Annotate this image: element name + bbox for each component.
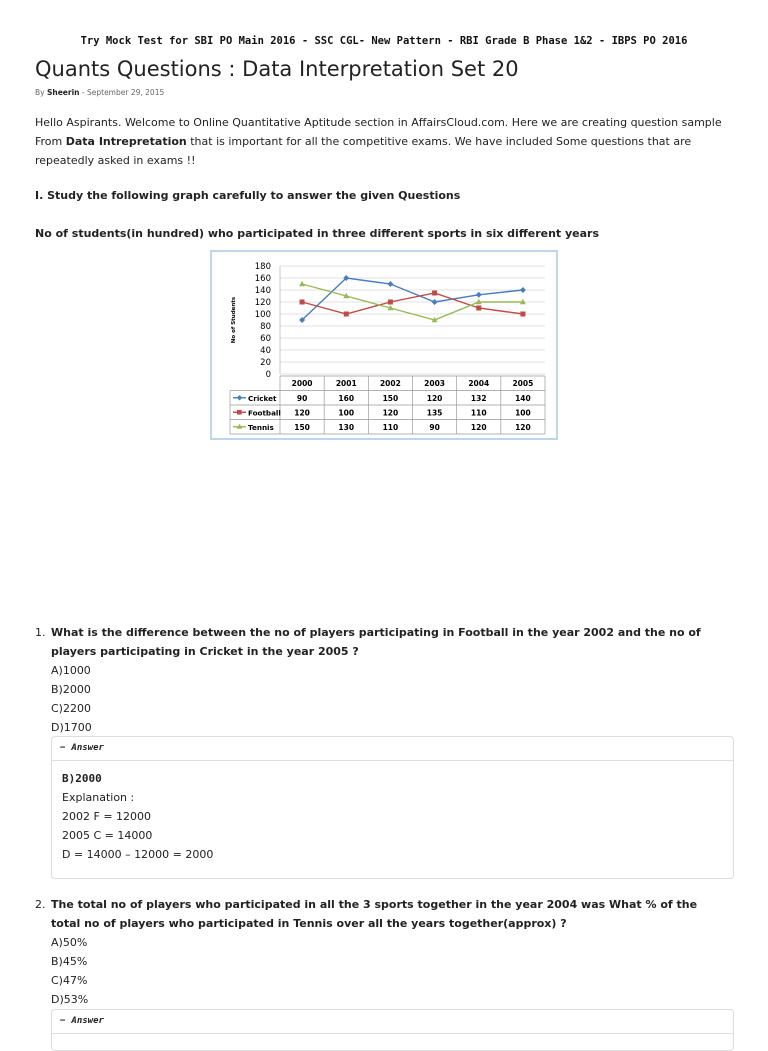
data-label: 135 <box>426 408 443 418</box>
legend-marker <box>237 410 242 415</box>
y-tick-label: 80 <box>260 322 271 332</box>
option-a: A)1000 <box>51 664 91 677</box>
explanation-line: Explanation : <box>62 791 135 804</box>
data-label: 110 <box>382 422 399 432</box>
question-number: 2. <box>35 898 46 911</box>
data-label: 120 <box>294 408 310 418</box>
data-point-football <box>300 300 305 305</box>
data-point-football <box>432 291 437 296</box>
question-1-text <box>35 623 725 661</box>
data-label: 100 <box>338 408 355 418</box>
option-b: B)45% <box>51 955 88 968</box>
y-tick-label: 20 <box>260 358 271 368</box>
answer-toggle-1[interactable] <box>52 737 733 761</box>
question-statement: The total no of players who participated in all the 3 sports together in the year 2004 was What % of the total no of players who participated in Tennis over all the years together(approx) ? <box>51 898 698 930</box>
x-tick-label: 2002 <box>379 379 401 388</box>
y-tick-label: 140 <box>254 286 271 296</box>
collapse-icon: − <box>60 1016 66 1026</box>
x-tick-label: 2003 <box>424 379 446 388</box>
y-tick-label: 180 <box>254 262 271 272</box>
answer-panel-2 <box>51 1009 734 1051</box>
y-axis-label: No of Students <box>231 296 237 344</box>
x-tick-label: 2001 <box>335 379 357 388</box>
data-label: 132 <box>470 393 487 403</box>
byline-prefix: By <box>35 88 45 97</box>
answer-body-1 <box>52 761 733 872</box>
data-label: 120 <box>515 422 531 432</box>
option-c: C)47% <box>51 974 88 987</box>
y-tick-label: 60 <box>260 334 271 344</box>
correct-answer: B)2000 <box>62 772 102 785</box>
intro-text-2: that is important for all the competitive exams. We have included Some questions that are repeatedly asked in exams !! <box>35 135 692 167</box>
data-label: 160 <box>338 393 355 403</box>
page-title: Quants Questions : Data Interpretation Set 20 <box>35 57 519 81</box>
legend-label-tennis: Tennis <box>248 422 274 432</box>
post-date: - September 29, 2015 <box>81 88 165 97</box>
data-label: 110 <box>470 408 487 418</box>
option-d: D)1700 <box>51 721 92 734</box>
line-chart <box>210 250 558 440</box>
x-tick-label: 2005 <box>512 379 534 388</box>
data-label: 140 <box>515 393 531 403</box>
data-point-football <box>388 300 393 305</box>
legend-label-cricket: Cricket <box>248 393 277 403</box>
section-heading: I. Study the following graph carefully to answer the given Questions <box>35 189 461 202</box>
intro-text-1: Hello Aspirants. Welcome to Online Quantitative Aptitude section in AffairsCloud.com. Here we are creating question sample From <box>35 116 722 148</box>
data-label: 120 <box>426 393 443 403</box>
data-label: 90 <box>296 393 308 403</box>
question-statement: What is the difference between the no of players participating in Football in the year 2002 and the no of players participating in Cricket in the year 2005 ? <box>51 626 701 658</box>
answer-toggle-label: Answer <box>71 743 104 753</box>
y-tick-label: 0 <box>265 370 271 380</box>
byline <box>35 88 164 97</box>
data-label: 120 <box>382 408 399 418</box>
y-tick-label: 100 <box>254 310 271 320</box>
question-1 <box>35 623 725 737</box>
data-point-football <box>344 312 349 317</box>
y-tick-label: 160 <box>254 274 271 284</box>
answer-toggle-2[interactable] <box>52 1010 733 1034</box>
chart-caption: No of students(in hundred) who participated in three different sports in six different years <box>35 227 600 240</box>
question-2-text <box>35 895 725 933</box>
option-d: D)53% <box>51 993 89 1006</box>
intro-bold: Data Intrepretation <box>65 135 187 148</box>
option-b: B)2000 <box>51 683 91 696</box>
y-tick-label: 120 <box>254 298 271 308</box>
data-label: 150 <box>382 393 399 403</box>
data-point-football <box>476 306 481 311</box>
explanation-line: 2005 C = 14000 <box>62 829 153 842</box>
question-2 <box>35 895 725 1009</box>
data-point-football <box>520 312 525 317</box>
explanation-line: D = 14000 – 12000 = 2000 <box>62 848 214 861</box>
chart-image <box>210 250 558 440</box>
answer-panel-1 <box>51 736 734 879</box>
legend-label-football: Football <box>248 408 281 418</box>
data-label: 120 <box>470 422 487 432</box>
data-label: 90 <box>429 422 440 432</box>
data-label: 150 <box>294 422 310 432</box>
data-label: 100 <box>515 408 531 418</box>
x-tick-label: 2000 <box>291 379 313 388</box>
intro-paragraph <box>35 113 725 170</box>
answer-toggle-label: Answer <box>71 1016 104 1026</box>
explanation-line: 2002 F = 12000 <box>62 810 152 823</box>
x-tick-label: 2004 <box>468 379 490 388</box>
promo-banner[interactable]: Try Mock Test for SBI PO Main 2016 - SSC CGL- New Pattern - RBI Grade B Phase 1&2 - IBPS PO 2016 <box>80 35 688 47</box>
author-link[interactable]: Sheerin <box>46 88 80 97</box>
question-number: 1. <box>35 626 46 639</box>
option-a: A)50% <box>51 936 88 949</box>
y-tick-label: 40 <box>260 346 271 356</box>
data-label: 130 <box>338 422 355 432</box>
option-c: C)2200 <box>51 702 91 715</box>
collapse-icon: − <box>60 743 66 753</box>
